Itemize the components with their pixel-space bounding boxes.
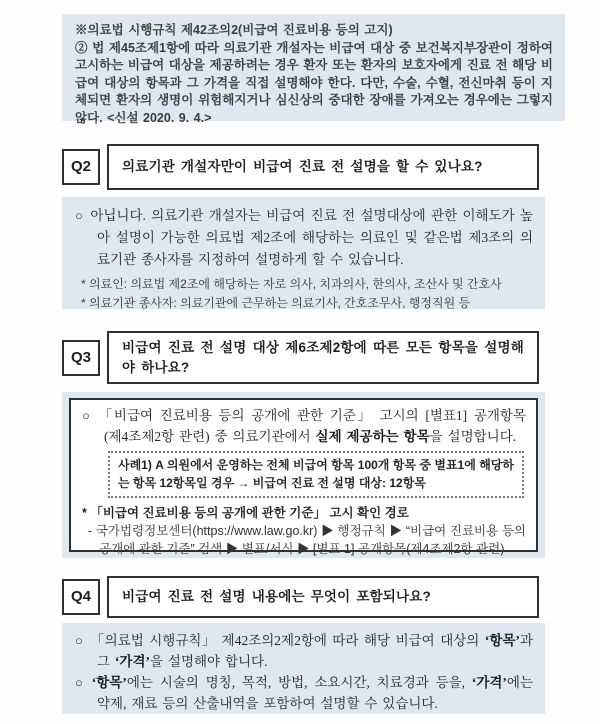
answer-inner-box-q3: [69, 398, 538, 556]
answer-text-q3-bold: 실제 제공하는 항목: [315, 428, 430, 444]
answer-paragraph: [75, 672, 533, 714]
circle-bullet: ○: [82, 408, 92, 423]
footnote-medical-personnel: * 의료인: 의료법 제2조에 해당하는 자로 의사, 치과의사, 한의사, 조산사 및 간호사: [81, 277, 502, 291]
question-row-q4: [62, 576, 539, 618]
circle-bullet: ○: [75, 208, 84, 223]
law-citation-box: [62, 14, 565, 125]
answer-section-q3: [62, 392, 545, 558]
answer-section-q2: [62, 197, 545, 309]
answer-text-q3-pre: 「비급여 진료비용 등의 공개에 관한 기준」 고시의 [별표1] 공개항목 (제4조제2항 관련) 중 의료기관에서: [98, 408, 526, 444]
example-case-box: 사례1) A 의원에서 운영하는 전체 비급여 항목 100개 항목 중 별표1에 해당하는 항목 12항목일 경우 → 비급여 진료 전 설명 대상: 12항목: [108, 451, 524, 498]
question-text-q2: 의료기관 개설자만이 비급여 진료 전 설명을 할 수 있나요?: [107, 144, 539, 190]
answer-q4-line1-pre: 「의료법 시행규칙」 제42조의2제2항에 따라 해당 비급여 대상의: [90, 633, 485, 648]
question-row-q2: [62, 144, 539, 190]
answer-section-q4: [62, 623, 545, 714]
answer-q4-line2-text1: 에는 시술의 명칭, 목적, 방법, 소요시간, 치료경과 등을,: [126, 675, 472, 690]
answer-q4-line2-bold-price: ‘가격’: [471, 675, 507, 690]
answer-text-q3-post: 을 설명합니다.: [429, 428, 517, 444]
answer-paragraph: [75, 205, 533, 271]
question-label-q3: Q3: [62, 340, 100, 376]
notice-path-title: * 「비급여 진료비용 등의 공개에 관한 기준」 고시 확인 경로: [82, 506, 409, 520]
question-label-q2: Q2: [62, 149, 100, 185]
question-row-q3: [62, 331, 539, 384]
question-label-q4: Q4: [62, 579, 100, 615]
notice-path-detail: - 국가법령정보센터(https://www.law.go.kr) ▶ 행정규칙 ▶ “비급여 진료비용 등의 공개에 관한 기준” 검색 ▶ 별표/서식 ▶ [별표 1] 공개항목(제4조제2항 관련): [88, 524, 526, 556]
answer-paragraph: [75, 630, 533, 672]
circle-bullet: ○: [75, 633, 84, 648]
answer-q4-line1-bold-price: ‘가격’: [114, 654, 150, 669]
answer-paragraph: [82, 406, 526, 447]
answer-q4-line2-text2: 에는 약제, 재료 등의 산출내역을 포함하여 설명할 수 있습니다.: [97, 675, 533, 711]
circle-bullet: ○: [75, 675, 85, 690]
answer-q4-line1-post: 을 설명해야 합니다.: [150, 654, 268, 669]
answer-q4-line1-mid: 과 그: [97, 633, 533, 669]
footnote-institution-staff: * 의료기관 종사자: 의료기관에 근무하는 의료기사, 간호조무사, 행정직원 등: [81, 295, 471, 310]
answer-q4-line1-bold-item: ‘항목’: [484, 633, 520, 648]
law-citation-title: ※의료법 시행규칙 제42조의2(비급여 진료비용 등의 고지): [75, 23, 393, 37]
question-text-q4: 비급여 진료 전 설명 내용에는 무엇이 포함되나요?: [107, 576, 539, 618]
law-citation-body: ② 법 제45조제1항에 따라 의료기관 개설자는 비급여 대상 중 보건복지부장관이 정하여 고시하는 비급여 대상을 제공하려는 경우 환자 또는 환자의 보호자에게 진료 전 해당 비급여 대상의 항목과 그 가격을 직접 설명해야 한다. 다만, 수술, 수혈, 전신마취 등이 지체되면 환자의 생명이 위험해지거나 심신상의 중대한 장애를 가져오는 경우에는 그렇지 않다. <신설 2020. 9. 4.>: [75, 40, 553, 125]
question-text-q3: 비급여 진료 전 설명 대상 제6조제2항에 따른 모든 항목을 설명해야 하나요?: [107, 331, 539, 384]
answer-q4-line2-bold-item: ‘항목’: [91, 675, 127, 690]
answer-text-q2: 아닙니다. 의료기관 개설자는 비급여 진료 전 설명대상에 관한 이해도가 높아 설명이 가능한 의료법 제2조에 해당하는 의료인 및 같은법 제3조의 의료기관 종사자를 지정하여 설명하게 할 수 있습니다.: [90, 208, 533, 267]
